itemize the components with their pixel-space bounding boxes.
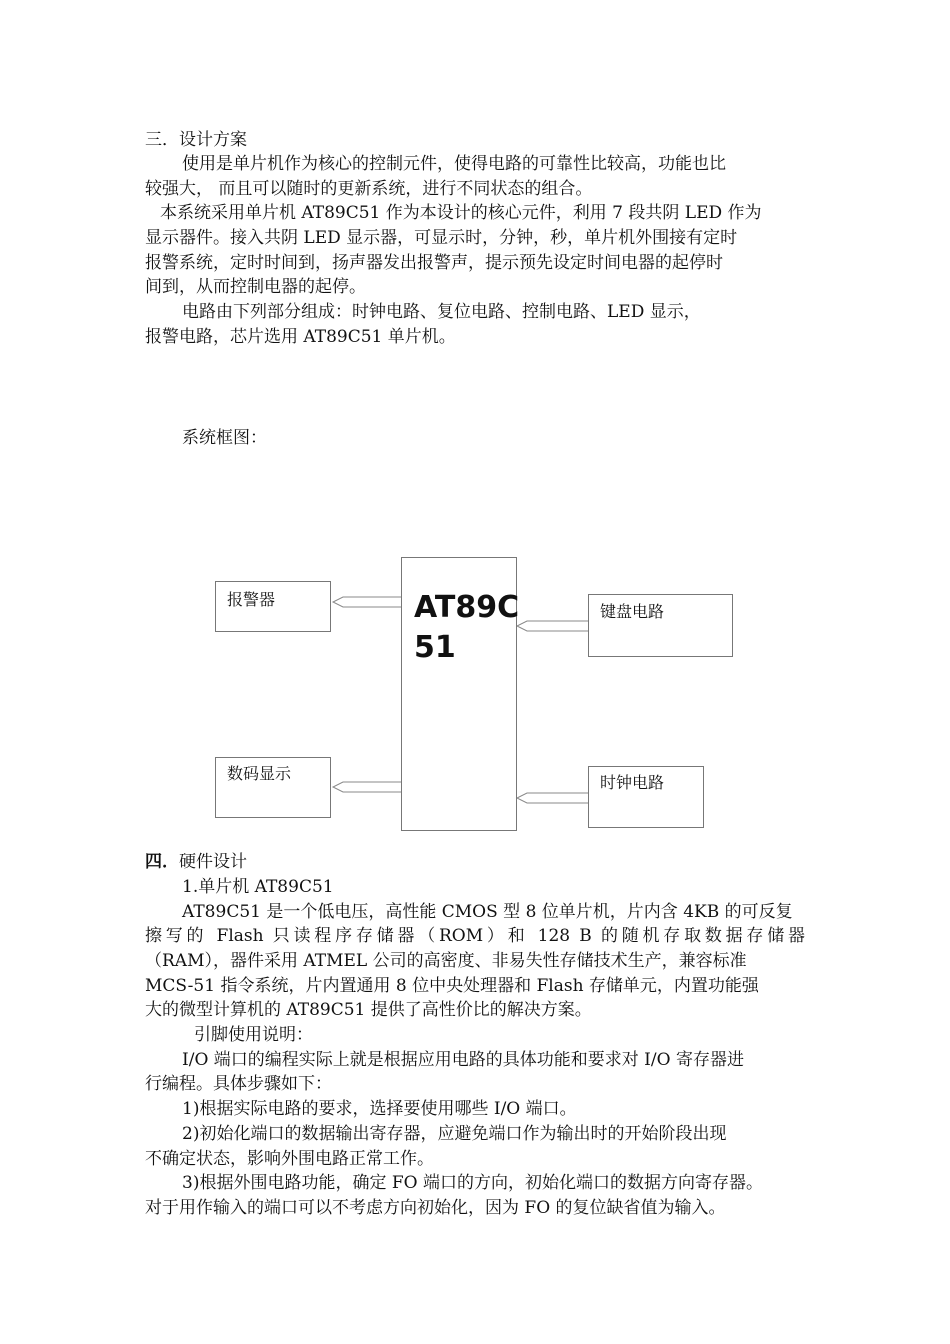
arrow-to-alarm: [333, 597, 401, 607]
paragraph-line: 电路由下列部分组成：时钟电路、复位电路、控制电路、LED 显示，: [182, 302, 701, 322]
clock-block: [588, 766, 704, 828]
paragraph-line: AT89C51 是一个低电压，高性能 CMOS 型 8 位单片机，片内含 4KB 的可反复: [182, 902, 793, 922]
step-line: 3)根据外围电路功能，确定 FO 端口的方向，初始化端口的数据方向寄存器。: [182, 1173, 763, 1193]
alarm-block: [215, 581, 331, 632]
paragraph-line: 较强大， 而且可以随时的更新系统，进行不同状态的组合。: [145, 179, 593, 199]
arrow-to-display: [333, 782, 401, 792]
alarm-label: 报警器: [227, 590, 276, 609]
paragraph-line: 报警系统，定时时间到，扬声器发出报警声，提示预先设定时间电器的起停时: [145, 253, 723, 273]
paragraph-line: 行编程。具体步骤如下：: [145, 1074, 332, 1094]
subheading: 1.单片机 AT89C51: [182, 877, 334, 897]
mcu-label: AT89C 51: [414, 590, 520, 665]
display-block: [215, 757, 331, 818]
section-heading-hardware: [145, 850, 247, 874]
paragraph-line: 报警电路，芯片选用 AT89C51 单片机。: [145, 327, 456, 347]
clock-label: 时钟电路: [600, 773, 665, 792]
paragraph-line: 使用是单片机作为核心的控制元件，使得电路的可靠性比较高，功能也比: [182, 154, 726, 174]
keyboard-block: [588, 594, 733, 657]
step-line: 对于用作输入的端口可以不考虑方向初始化，因为 FO 的复位缺省值为输入。: [145, 1198, 726, 1218]
section-heading-number: 四．: [145, 852, 179, 872]
keyboard-label: 键盘电路: [600, 602, 665, 621]
paragraph-line: MCS-51 指令系统，片内置通用 8 位中央处理器和 Flash 存储单元，内置功能强: [145, 976, 759, 996]
paragraph-line: 擦写的 Flash 只读程序存储器（ROM）和 128 B 的随机存取数据存储器: [145, 926, 805, 946]
paragraph-line: 本系统采用单片机 AT89C51 作为本设计的核心元件，利用 7 段共阴 LED 作为: [160, 203, 762, 223]
step-line: 2)初始化端口的数据输出寄存器，应避免端口作为输出时的开始阶段出现: [182, 1124, 727, 1144]
paragraph-line: I/O 端口的编程实际上就是根据应用电路的具体功能和要求对 I/O 寄存器进: [182, 1050, 744, 1070]
arrow-from-keyboard: [517, 621, 588, 631]
paragraph-line: 大的微型计算机的 AT89C51 提供了高性价比的解决方案。: [145, 1000, 592, 1020]
paragraph-line: 间到，从而控制电器的起停。: [145, 277, 366, 297]
section-heading-text: 硬件设计: [179, 852, 247, 872]
display-label: 数码显示: [227, 764, 292, 783]
paragraph-line: 显示器件。接入共阴 LED 显示器，可显示时，分钟，秒，单片机外围接有定时: [145, 228, 738, 248]
section-heading-design: 三．设计方案: [145, 130, 247, 150]
step-line: 1)根据实际电路的要求，选择要使用哪些 I/O 端口。: [182, 1099, 577, 1119]
diagram-caption: 系统框图：: [182, 428, 267, 448]
mcu-block: [401, 557, 520, 831]
paragraph-line: （RAM），器件采用 ATMEL 公司的高密度、非易失性存储技术生产，兼容标准: [145, 951, 747, 971]
arrow-from-clock: [517, 793, 588, 803]
step-line: 不确定状态，影响外围电路正常工作。: [145, 1149, 434, 1169]
pin-usage-title: 引脚使用说明：: [194, 1025, 313, 1045]
